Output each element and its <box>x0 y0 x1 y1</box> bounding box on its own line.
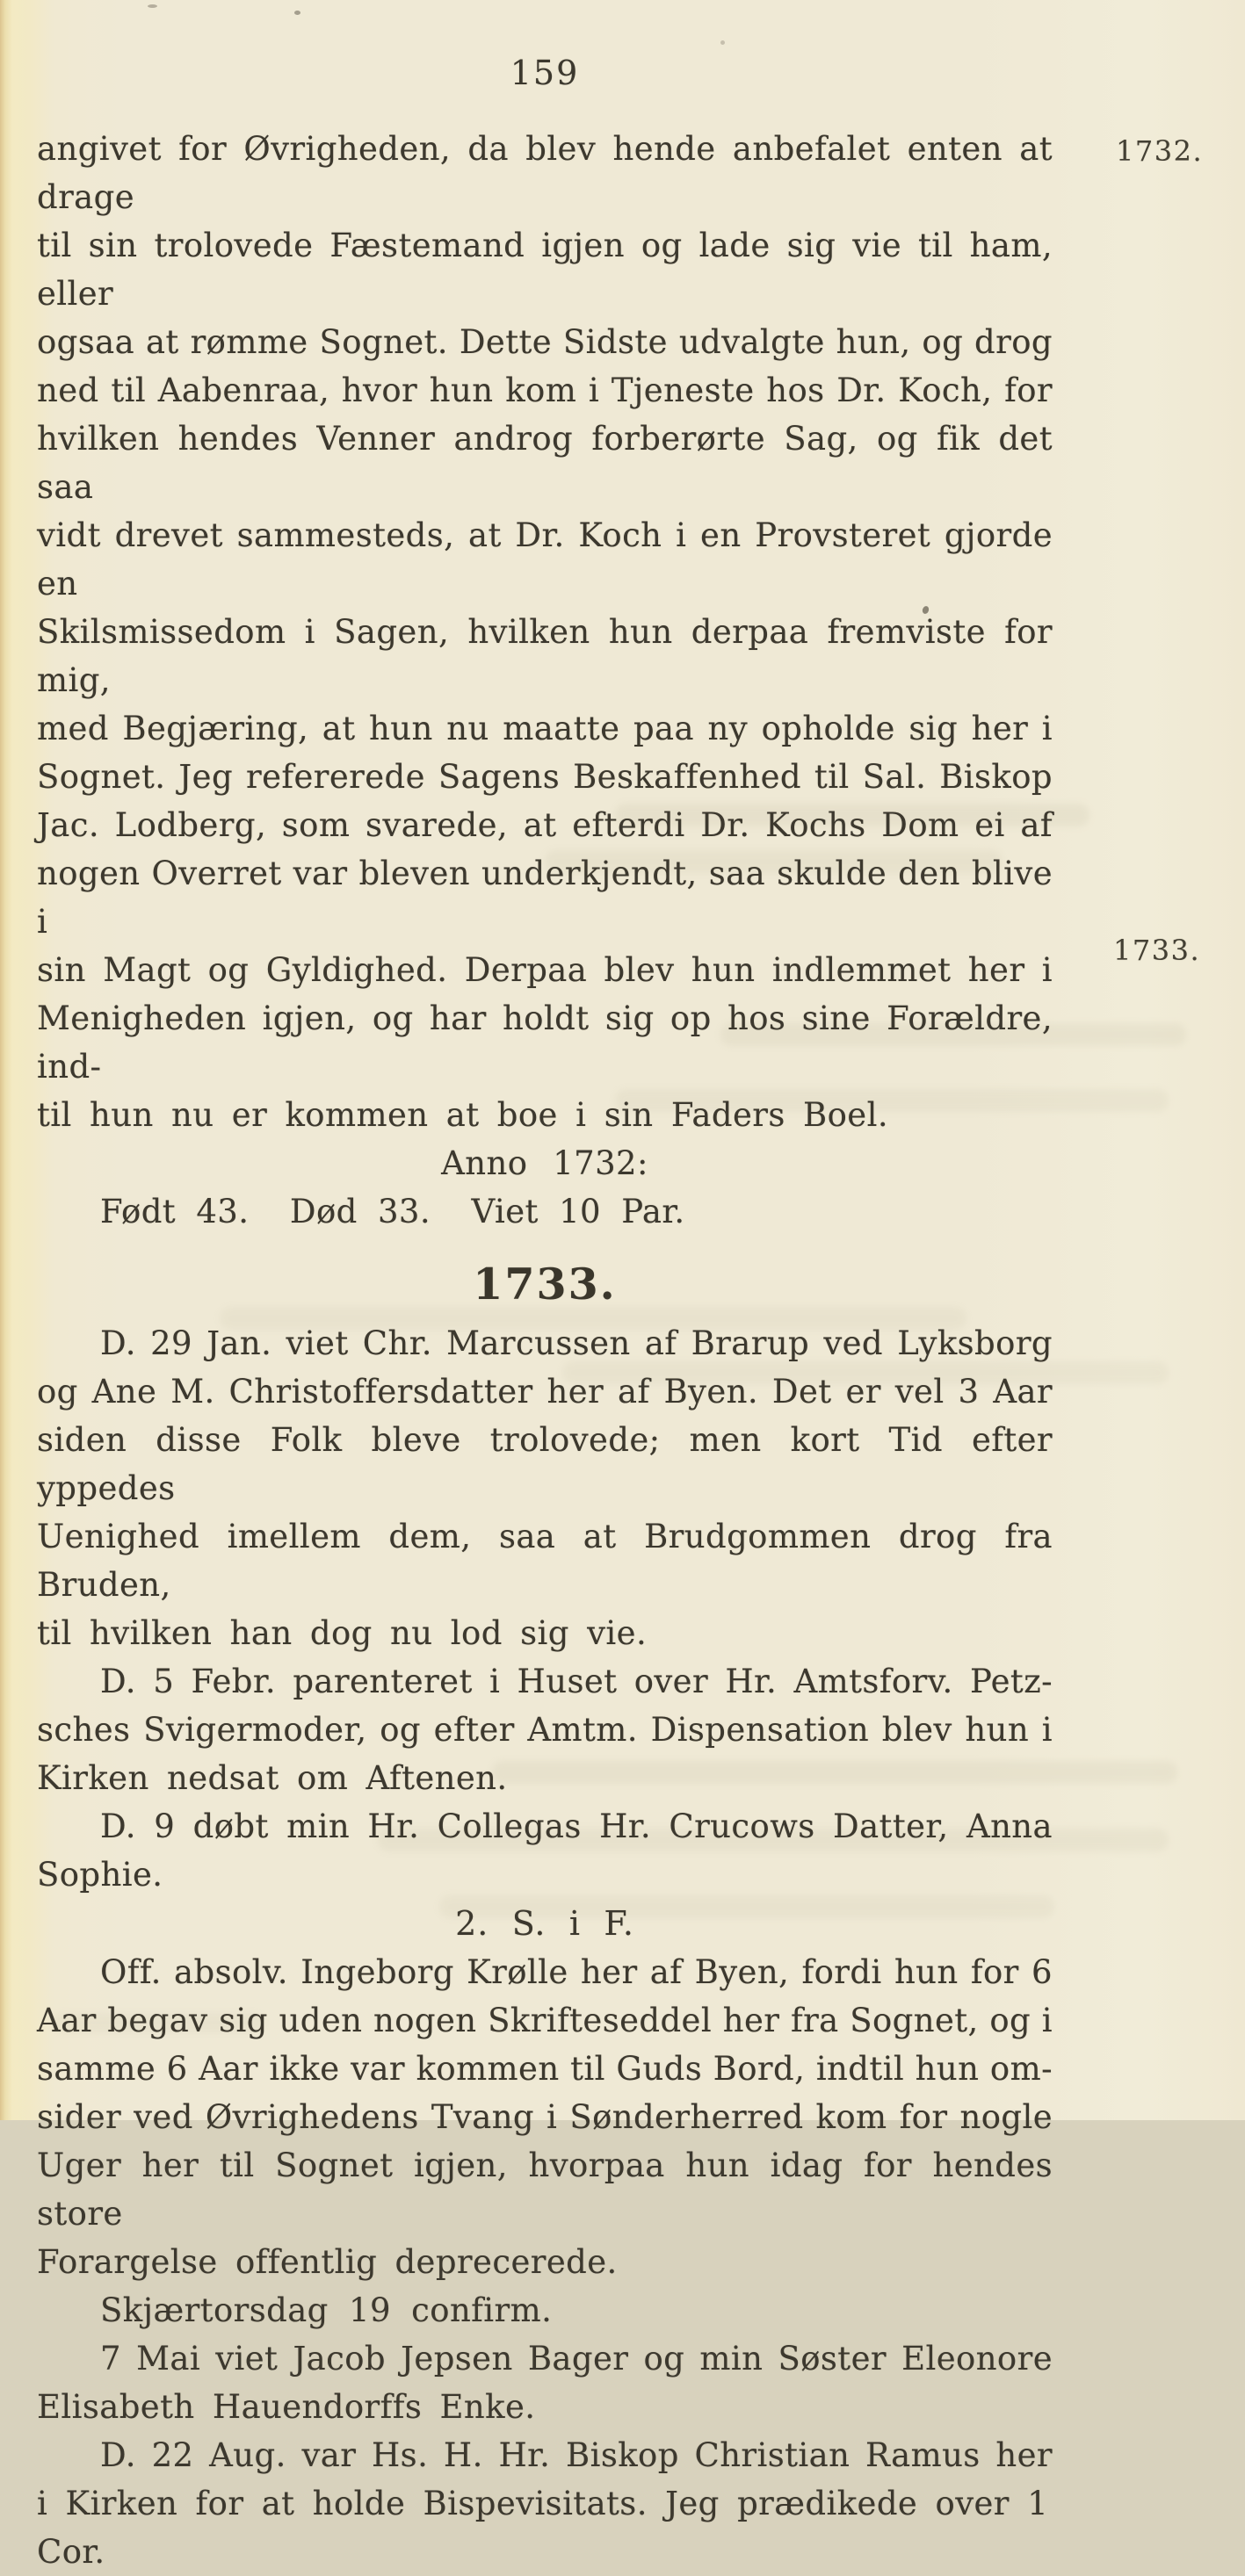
text-line: Skilsmissedom i Sagen, hvilken hun derpaa fremviste for mig, <box>37 613 1053 699</box>
text-line: nogen Overret var bleven underkjendt, saa skulde den blive i <box>37 855 1053 941</box>
text-line: sches Svigermoder, og efter Amtm. Dispensation blev hun i <box>37 1711 1053 1749</box>
text-line: til hun nu er kommen at boe i sin Faders Boel. <box>37 1096 888 1134</box>
ink-speck <box>720 40 725 45</box>
text-line: til hvilken han dog nu lod sig vie. <box>37 1614 648 1652</box>
text-line: til sin trolovede Fæstemand igjen og lade sig vie til ham, eller <box>37 227 1053 313</box>
text-line: hvilken hendes Venner androg forberørte Sag, og fik det saa <box>37 420 1053 506</box>
ink-speck <box>148 4 157 8</box>
text-line: Skjærtorsdag 19 confirm. <box>100 2291 553 2329</box>
margin-year-note: 1733. <box>1113 934 1201 967</box>
text-line: sin Magt og Gyldighed. Derpaa blev hun indlemmet her i <box>37 951 1053 989</box>
text-line: ned til Aabenraa, hvor hun kom i Tjeneste hos Dr. Koch, for <box>37 372 1053 409</box>
paragraph <box>37 2334 1053 2431</box>
text-line: med Begjæring, at hun nu maatte paa ny opholde sig her i <box>37 710 1053 747</box>
text-line: Menigheden igjen, og har holdt sig op hos sine Forældre, ind- <box>37 999 1053 1086</box>
text-column <box>37 49 1053 2576</box>
margin-year-note: 1732. <box>1116 134 1204 168</box>
text-line: Aar begav sig uden nogen Skrifteseddel her fra Sognet, og i <box>37 2002 1053 2039</box>
text-line: og Ane M. Christoffersdatter her af Byen. Det er vel 3 Aar <box>37 1373 1053 1411</box>
ink-speck <box>294 11 300 15</box>
text-line: Sophie. <box>37 1856 163 1894</box>
paragraph <box>37 1319 1053 1657</box>
text-line: Elisabeth Hauendorffs Enke. <box>37 2388 536 2426</box>
body-text <box>37 125 1053 2576</box>
text-line: samme 6 Aar ikke var kommen til Guds Bord, indtil hun om- <box>37 2050 1053 2088</box>
text-line: Jac. Lodberg, som svarede, at efterdi Dr. Kochs Dom ei af <box>37 806 1053 844</box>
text-line: Off. absolv. Ingeborg Krølle her af Byen, fordi hun for 6 <box>100 1953 1053 1991</box>
text-line: Forargelse offentlig deprecerede. <box>37 2243 618 2281</box>
text-line: Uenighed imellem dem, saa at Brudgommen drog fra Bruden, <box>37 1518 1053 1604</box>
text-line: angivet for Øvrigheden, da blev hende anbefalet enten at drage <box>37 130 1053 216</box>
text-line: Kirken nedsat om Aftenen. <box>37 1759 508 1797</box>
paragraph <box>37 125 1053 1139</box>
text-line: i Kirken for at holde Bispevisitats. Jeg prædikede over 1 Cor. <box>37 2485 1049 2571</box>
text-line: ogsaa at rømme Sognet. Dette Sidste udvalgte hun, og drog <box>37 323 1053 361</box>
text-line: 7 Mai viet Jacob Jepsen Bager og min Søster Eleonore <box>100 2340 1053 2378</box>
text-line: D. 9 døbt min Hr. Collegas Hr. Crucows Datter, Anna <box>100 1808 1053 1845</box>
paragraph <box>37 1948 1053 2286</box>
paragraph <box>37 1802 1053 1899</box>
sunday-section-heading: 2. S. i F. <box>455 1904 634 1943</box>
text-line: Sognet. Jeg refererede Sagens Beskaffenhed til Sal. Biskop <box>37 758 1053 796</box>
paragraph <box>37 2431 1053 2576</box>
text-line: D. 5 Febr. parenteret i Huset over Hr. Amtsforv. Petz- <box>100 1663 1053 1700</box>
text-line: D. 22 Aug. var Hs. H. Hr. Biskop Christian Ramus her <box>100 2436 1053 2474</box>
anno-summary-heading: Anno 1732: <box>441 1144 648 1182</box>
text-line: siden disse Folk bleve trolovede; men kort Tid efter yppedes <box>37 1421 1053 1507</box>
text-line: sider ved Øvrighedens Tvang i Sønderherred kom for nogle <box>37 2098 1053 2136</box>
text-line: Uger her til Sognet igjen, hvorpaa hun idag for hendes store <box>37 2147 1053 2233</box>
text-line: vidt drevet sammesteds, at Dr. Koch i en Provsteret gjorde en <box>37 516 1053 603</box>
text-line: D. 29 Jan. viet Chr. Marcussen af Brarup ved Lyksborg <box>100 1324 1053 1362</box>
text-line: Født 43. Død 33. Viet 10 Par. <box>100 1193 685 1230</box>
page-number: 159 <box>510 54 580 92</box>
paragraph <box>37 1657 1053 1802</box>
year-section-heading: 1733. <box>473 1259 617 1310</box>
